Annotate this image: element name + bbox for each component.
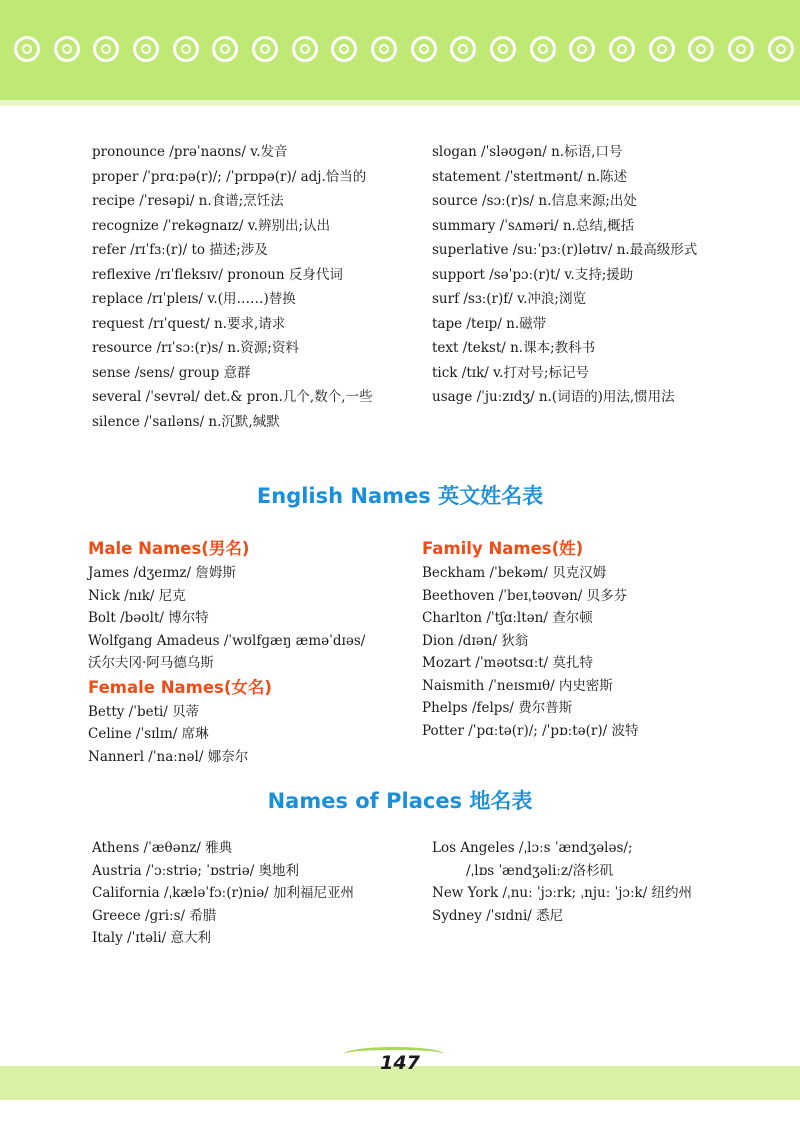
ring-icon: [649, 36, 675, 62]
place-entry: Sydney /ˈsɪdni/ 悉尼: [432, 907, 564, 924]
ring-icon: [54, 36, 80, 62]
place-entry: Greece /ɡriːs/ 希腊: [92, 907, 217, 924]
place-entry: /ˌlɒs ˈændʒəliːz/洛杉矶: [466, 862, 614, 879]
name-entry: Phelps /felps/ 费尔普斯: [422, 700, 573, 716]
vocab-column-left: [92, 140, 422, 434]
name-entry: James /dʒeɪmz/ 詹姆斯: [88, 565, 236, 581]
vocab-entry: surf /sɜː(r)f/ v.冲浪;浏览: [432, 291, 586, 307]
name-entry: Potter /ˈpɑːtə(r)/; /ˈpɒːtə(r)/ 波特: [422, 722, 639, 739]
ring-icon: [252, 36, 278, 62]
ring-icon: [212, 36, 238, 62]
ring-icon: [133, 36, 159, 62]
ring-icon: [14, 36, 40, 62]
vocab-entry: several /ˈsevrəl/ det.& pron.几个,数个,一些: [92, 389, 373, 405]
vocab-entry: source /sɔː(r)s/ n.信息来源;出处: [432, 193, 637, 209]
place-entry: Austria /ˈɔːstriə; ˈɒstriə/ 奥地利: [92, 862, 300, 879]
vocab-column-right: [432, 140, 772, 410]
ring-icon: [173, 36, 199, 62]
ring-icon: [728, 36, 754, 62]
vocab-entry: reflexive /rɪˈfleksɪv/ pronoun 反身代词: [92, 266, 343, 283]
vocab-entry: proper /ˈprɑːpə(r)/; /ˈprɒpə(r)/ adj.恰当的: [92, 168, 367, 185]
ring-icon: [768, 36, 794, 62]
name-entry: 沃尔夫冈·阿马德乌斯: [88, 655, 214, 671]
place-entry: California /ˌkæləˈfɔː(r)niə/ 加利福尼亚州: [92, 885, 355, 901]
vocab-entry: tape /teɪp/ n.磁带: [432, 315, 547, 332]
name-entry: Nick /nɪk/ 尼克: [88, 587, 186, 604]
name-entry: Charlton /ˈtʃɑːltən/ 查尔顿: [422, 610, 593, 626]
vocab-entry: sense /sens/ group 意群: [92, 364, 251, 381]
name-entry: Mozart /ˈməʊtsɑːt/ 莫扎特: [422, 655, 594, 671]
ring-icon: [331, 36, 357, 62]
name-entry: Dion /dɪən/ 狄翁: [422, 632, 529, 649]
ring-icon: [490, 36, 516, 62]
name-entry: Wolfgang Amadeus /ˈwʊlfɡæŋ æməˈdɪəs/: [88, 632, 366, 649]
ring-icon: [688, 36, 714, 62]
page-number: 147: [380, 1052, 420, 1074]
vocab-entry: usage /ˈjuːzɪdʒ/ n.(词语的)用法,惯用法: [432, 389, 675, 405]
name-entry: Beethoven /ˈbeɪˌtəʊvən/ 贝多芬: [422, 587, 628, 604]
page-header-band: [0, 0, 800, 100]
places-column-left: [92, 837, 422, 950]
vocab-entry: slogan /ˈsləʊɡən/ n.标语,口号: [432, 144, 623, 160]
vocab-entry: recognize /ˈrekəɡnaɪz/ v.辨别出;认出: [92, 217, 331, 234]
vocab-entry: recipe /ˈresəpi/ n.食谱;烹饪法: [92, 193, 284, 209]
ring-icon: [93, 36, 119, 62]
name-entry: Naismith /ˈneɪsmɪθ/ 内史密斯: [422, 677, 613, 694]
vocab-entry: pronounce /prəˈnaʊns/ v.发音: [92, 144, 288, 160]
ring-icon: [292, 36, 318, 62]
place-entry: Los Angeles /ˌlɔːs ˈændʒələs/;: [432, 840, 633, 856]
name-entry: Betty /ˈbeti/ 贝蒂: [88, 703, 200, 720]
vocab-entry: refer /rɪˈfɜː(r)/ to 描述;涉及: [92, 242, 268, 258]
family-names-heading: Family Names(姓): [422, 539, 584, 558]
name-entry: Nannerl /ˈnaːnəl/ 娜奈尔: [88, 748, 249, 765]
ring-icon: [569, 36, 595, 62]
vocab-entry: support /səˈpɔː(r)t/ v.支持;援助: [432, 266, 634, 283]
ring-icon: [450, 36, 476, 62]
place-entry: New York /ˌnuː ˈjɔːrk; ˌnjuː ˈjɔːk/ 纽约州: [432, 885, 693, 901]
english-names-title: English Names 英文姓名表: [256, 484, 544, 508]
places-column-right: [432, 837, 782, 927]
decorative-rings: [14, 36, 794, 76]
vocab-entry: replace /rɪˈpleɪs/ v.(用……)替换: [92, 291, 296, 307]
family-names-column: [422, 536, 782, 742]
vocab-entry: text /tekst/ n.课本;教科书: [432, 340, 596, 356]
vocab-entry: statement /ˈsteɪtmənt/ n.陈述: [432, 168, 628, 185]
vocab-entry: request /rɪˈquest/ n.要求,请求: [92, 315, 286, 332]
ring-icon: [609, 36, 635, 62]
vocab-entry: superlative /suːˈpɜː(r)lətɪv/ n.最高级形式: [432, 242, 698, 258]
vocab-entry: silence /ˈsaɪləns/ n.沉默,缄默: [92, 413, 280, 430]
given-names-column: [88, 536, 418, 768]
name-entry: Bolt /bəʊlt/ 博尔特: [88, 610, 209, 626]
place-entry: Athens /ˈæθənz/ 雅典: [92, 840, 233, 856]
place-entry: Italy /ˈɪtəli/ 意大利: [92, 930, 212, 946]
ring-icon: [371, 36, 397, 62]
places-title: Names of Places 地名表: [267, 789, 533, 813]
name-entry: Beckham /ˈbekəm/ 贝克汉姆: [422, 565, 607, 581]
ring-icon: [530, 36, 556, 62]
vocab-entry: resource /rɪˈsɔː(r)s/ n.资源;资料: [92, 340, 299, 356]
male-names-heading: Male Names(男名): [88, 539, 250, 558]
name-entry: Celine /ˈsɪlɪn/ 席琳: [88, 726, 209, 742]
header-divider: [0, 100, 800, 106]
ring-icon: [411, 36, 437, 62]
vocab-entry: tick /tɪk/ v.打对号;标记号: [432, 364, 589, 381]
vocab-entry: summary /ˈsʌməri/ n.总结,概括: [432, 217, 635, 234]
female-names-heading: Female Names(女名): [88, 677, 272, 697]
